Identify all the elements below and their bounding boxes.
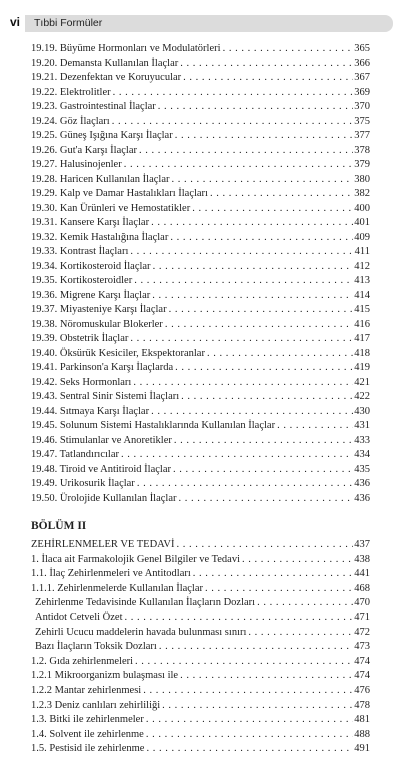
toc-entry-title: 19.42. Seks Hormonları bbox=[31, 376, 132, 388]
toc-entry-page: 416 bbox=[354, 318, 370, 330]
toc-entry-page: 380 bbox=[354, 173, 370, 185]
toc-entry bbox=[31, 448, 370, 463]
toc-entry-page: 365 bbox=[354, 43, 370, 54]
dot-leader bbox=[193, 567, 353, 582]
toc-entry bbox=[31, 158, 370, 173]
toc-entry-title: ZEHİRLENMELER VE TEDAVİ bbox=[31, 539, 175, 550]
toc-entry-page: 435 bbox=[354, 463, 370, 475]
toc-entry-title: 19.39. Obstetrik İlaçlar bbox=[31, 333, 129, 344]
toc-entry-title: 19.37. Miyasteniye Karşı İlaçlar bbox=[31, 304, 167, 315]
toc-entry-title: 19.32. Kemik Hastalığına İlaçlar bbox=[31, 231, 169, 243]
dot-leader bbox=[180, 669, 353, 684]
toc-entry-title: 1.5. Pestisid ile zehirlenme bbox=[31, 743, 145, 755]
toc-entry bbox=[31, 42, 370, 57]
dot-leader bbox=[207, 347, 353, 362]
dot-leader bbox=[248, 626, 353, 641]
toc-entry-page: 370 bbox=[354, 101, 370, 112]
toc-entry-page: 417 bbox=[354, 333, 370, 344]
toc-entry-page: 436 bbox=[354, 492, 370, 504]
dot-leader bbox=[151, 405, 353, 420]
dot-leader bbox=[134, 274, 353, 289]
toc-entry-title: 1.3. Bitki ile zehirlenmeler bbox=[31, 714, 144, 726]
toc-entry-title: 1.2.2 Mantar zehirlenmesi bbox=[31, 684, 142, 696]
toc-entry bbox=[31, 173, 370, 188]
toc-entry bbox=[31, 347, 370, 362]
toc-entry-page: 488 bbox=[354, 728, 370, 740]
toc-entry-page: 471 bbox=[354, 611, 370, 623]
toc-entry-title: 1.1. İlaç Zehirlenmeleri ve Antitodları bbox=[31, 568, 191, 580]
toc-entry bbox=[31, 332, 370, 347]
toc-entry bbox=[31, 303, 370, 318]
dot-leader bbox=[130, 245, 353, 260]
toc-entry-title: 19.20. Demansta Kullanılan İlaçlar bbox=[31, 57, 179, 69]
toc-entry bbox=[31, 202, 370, 217]
dot-leader bbox=[113, 86, 354, 101]
toc-entry-page: 476 bbox=[354, 684, 370, 696]
toc-list-part2 bbox=[31, 538, 370, 757]
dot-leader bbox=[130, 332, 353, 347]
toc-entry-title: 19.38. Nöromuskular Blokerler bbox=[31, 318, 163, 330]
toc-entry-title: 19.33. Kontrast İlaçları bbox=[31, 246, 129, 257]
toc-entry bbox=[31, 434, 370, 449]
toc-list-part1 bbox=[31, 42, 370, 506]
toc-entry-title: Zehirli Ucucu maddelerin havada bulunması sınırı bbox=[35, 626, 247, 638]
dot-leader bbox=[257, 596, 353, 611]
toc-entry-title: 19.46. Stimulanlar ve Anoretikler bbox=[31, 434, 172, 446]
toc-entry-page: 377 bbox=[354, 130, 370, 141]
toc-entry-page: 468 bbox=[354, 582, 370, 594]
toc-entry-page: 379 bbox=[354, 159, 370, 170]
dot-leader bbox=[173, 463, 353, 478]
toc-entry-title: 1.2. Gıda zehirlenmeleri bbox=[31, 655, 134, 667]
toc-entry-page: 434 bbox=[354, 449, 370, 460]
dot-leader bbox=[146, 713, 353, 728]
page-number: vi bbox=[10, 15, 21, 29]
toc-entry-page: 470 bbox=[354, 597, 370, 609]
toc-entry bbox=[31, 405, 370, 420]
toc-entry-title: 19.41. Parkinson'a Karşı İlaçlarda bbox=[31, 362, 174, 373]
toc-entry-title: 19.31. Kansere Karşı İlaçlar bbox=[31, 217, 150, 228]
toc-entry-title: 19.19. Büyüme Hormonları ve Modulatörleri bbox=[31, 43, 221, 54]
dot-leader bbox=[162, 699, 353, 714]
toc-entry-page: 413 bbox=[354, 275, 370, 286]
dot-leader bbox=[171, 173, 353, 188]
toc-entry-page: 431 bbox=[354, 420, 370, 431]
toc-entry-title: 19.24. Göz İlaçları bbox=[31, 115, 110, 127]
toc-entry-page: 474 bbox=[354, 655, 370, 667]
toc-entry bbox=[31, 492, 370, 507]
toc-entry-title: 19.36. Migrene Karşı İlaçlar bbox=[31, 289, 151, 301]
toc-entry bbox=[31, 100, 370, 115]
toc-entry-page: 473 bbox=[354, 641, 370, 653]
toc-entry-title: 19.30. Kan Ürünleri ve Hemostatikler bbox=[31, 202, 191, 214]
toc-entry bbox=[31, 640, 370, 655]
toc-entry-title: 19.22. Elektrolitler bbox=[31, 86, 111, 98]
toc-entry bbox=[31, 626, 370, 641]
toc-entry-page: 430 bbox=[354, 405, 370, 417]
toc-entry bbox=[31, 245, 370, 260]
dot-leader bbox=[175, 361, 353, 376]
dot-leader bbox=[143, 684, 353, 699]
toc-entry-title: 1.2.1 Mikroorganizm bulaşması ile bbox=[31, 670, 179, 682]
toc-entry-page: 421 bbox=[354, 376, 370, 388]
toc-entry-title: 19.50. Ürolojide Kullanılan İlaçlar bbox=[31, 492, 177, 504]
book-title: Tıbbi Formüler bbox=[34, 17, 103, 29]
toc-entry-title: 19.49. Urikosurik İlaçlar bbox=[31, 478, 135, 489]
toc-entry bbox=[31, 318, 370, 333]
dot-leader bbox=[192, 202, 353, 217]
toc-entry-title: Bazı İlaçların Toksik Dozları bbox=[35, 641, 157, 653]
toc-entry-title: Zehirlenme Tedavisinde Kullanılan İlaçların Dozları bbox=[35, 597, 256, 609]
dot-leader bbox=[135, 655, 353, 670]
toc-entry-title: 19.25. Güneş Işığına Karşı İlaçlar bbox=[31, 130, 173, 141]
dot-leader bbox=[180, 57, 353, 72]
toc-entry-page: 481 bbox=[354, 714, 370, 726]
toc-entry bbox=[31, 742, 370, 757]
toc-entry-page: 472 bbox=[354, 626, 370, 638]
toc-entry-page: 409 bbox=[354, 231, 370, 243]
toc-entry bbox=[31, 187, 370, 202]
toc-entry bbox=[31, 361, 370, 376]
toc-entry bbox=[31, 216, 370, 231]
toc-entry-title: 1.1.1. Zehirlenmelerde Kullanılan İlaçlar bbox=[31, 582, 204, 594]
toc-entry bbox=[31, 728, 370, 743]
dot-leader bbox=[158, 100, 353, 115]
toc-entry-page: 400 bbox=[354, 202, 370, 214]
toc-entry bbox=[31, 260, 370, 275]
toc-entry-title: 19.48. Tiroid ve Antitiroid İlaçlar bbox=[31, 463, 171, 475]
toc-entry-page: 415 bbox=[354, 304, 370, 315]
toc-entry-title: 1. İlaca ait Farmakolojik Genel Bilgiler ve Tedavi bbox=[31, 553, 241, 565]
dot-leader bbox=[159, 640, 353, 655]
toc-entry-title: 19.43. Sentral Sinir Sistemi İlaçları bbox=[31, 391, 180, 402]
toc-entry-title: 19.29. Kalp ve Damar Hastalıkları İlaçları bbox=[31, 188, 208, 199]
toc-entry-title: 19.35. Kortikosteroidler bbox=[31, 275, 133, 286]
toc-entry-title: 19.26. Gut'a Karşı İlaçlar bbox=[31, 144, 137, 156]
toc-entry bbox=[31, 71, 370, 86]
dot-leader bbox=[177, 538, 354, 553]
toc-entry-title: 19.27. Halusinojenler bbox=[31, 159, 122, 170]
toc-entry-page: 382 bbox=[354, 188, 370, 199]
toc-entry bbox=[31, 713, 370, 728]
dot-leader bbox=[181, 390, 353, 405]
toc-entry-page: 422 bbox=[354, 391, 370, 402]
dot-leader bbox=[133, 376, 353, 391]
toc-entry-title: 19.28. Haricen Kullanılan İlaçlar bbox=[31, 173, 170, 185]
toc-entry bbox=[31, 86, 370, 101]
toc-entry-page: 369 bbox=[354, 86, 370, 98]
dot-leader bbox=[170, 231, 353, 246]
toc-entry bbox=[31, 57, 370, 72]
dot-leader bbox=[151, 216, 353, 231]
dot-leader bbox=[205, 582, 353, 597]
dot-leader bbox=[153, 260, 354, 275]
toc-entry bbox=[31, 463, 370, 478]
toc-entry bbox=[31, 376, 370, 391]
toc-entry-page: 411 bbox=[354, 246, 370, 257]
toc-entry bbox=[31, 655, 370, 670]
toc-entry-page: 401 bbox=[354, 217, 370, 228]
toc-entry-page: 378 bbox=[354, 144, 370, 156]
dot-leader bbox=[175, 129, 354, 144]
toc-entry-title: 19.47. Tatlandırıcılar bbox=[31, 449, 120, 460]
toc-entry-page: 414 bbox=[354, 289, 370, 301]
toc-entry bbox=[31, 553, 370, 568]
toc-entry-page: 478 bbox=[354, 699, 370, 711]
toc-entry-page: 436 bbox=[354, 478, 370, 489]
dot-leader bbox=[169, 303, 354, 318]
toc-entry-title: Antidot Cetveli Özet bbox=[35, 611, 123, 623]
dot-leader bbox=[179, 492, 354, 507]
toc-entry-page: 412 bbox=[354, 260, 370, 272]
toc-entry bbox=[31, 477, 370, 492]
toc-entry bbox=[31, 669, 370, 684]
toc-entry bbox=[31, 419, 370, 434]
toc-entry-title: 19.34. Kortikosteroid İlaçlar bbox=[31, 260, 151, 272]
dot-leader bbox=[183, 71, 353, 86]
toc-entry bbox=[31, 684, 370, 699]
toc-entry-page: 418 bbox=[354, 347, 370, 359]
toc-entry-page: 438 bbox=[354, 553, 370, 565]
dot-leader bbox=[165, 318, 353, 333]
dot-leader bbox=[210, 187, 353, 202]
toc-entry-title: 19.40. Öksürük Kesiciler, Ekspektoranlar bbox=[31, 347, 205, 359]
toc-entry-title: 19.23. Gastrointestinal İlaçlar bbox=[31, 101, 156, 112]
section-heading: BÖLÜM II bbox=[31, 520, 87, 532]
toc-entry bbox=[31, 596, 370, 611]
toc-entry bbox=[31, 129, 370, 144]
dot-leader bbox=[124, 158, 354, 173]
toc-entry-page: 366 bbox=[354, 57, 370, 69]
toc-entry bbox=[31, 231, 370, 246]
toc-entry-title: 19.44. Sıtmaya Karşı İlaçlar bbox=[31, 405, 150, 417]
toc-entry-page: 419 bbox=[354, 362, 370, 373]
toc-entry bbox=[31, 289, 370, 304]
dot-leader bbox=[124, 611, 353, 626]
toc-entry-page: 433 bbox=[354, 434, 370, 446]
toc-entry bbox=[31, 582, 370, 597]
dot-leader bbox=[223, 42, 354, 57]
dot-leader bbox=[137, 477, 353, 492]
toc-entry bbox=[31, 538, 370, 553]
toc-entry-page: 367 bbox=[354, 72, 370, 83]
toc-entry-page: 491 bbox=[354, 743, 370, 755]
toc-entry bbox=[31, 390, 370, 405]
toc-entry bbox=[31, 699, 370, 714]
dot-leader bbox=[139, 144, 353, 159]
page-header bbox=[0, 12, 402, 34]
toc-entry-page: 474 bbox=[354, 670, 370, 682]
dot-leader bbox=[174, 434, 353, 449]
dot-leader bbox=[121, 448, 353, 463]
toc-entry bbox=[31, 611, 370, 626]
toc-entry bbox=[31, 115, 370, 130]
toc-entry bbox=[31, 274, 370, 289]
toc-entry-title: 19.45. Solunum Sistemi Hastalıklarında Kullanılan İlaçlar bbox=[31, 420, 276, 431]
dot-leader bbox=[242, 553, 353, 568]
toc-entry-page: 375 bbox=[354, 115, 370, 127]
toc-entry-page: 437 bbox=[354, 539, 370, 550]
dot-leader bbox=[152, 289, 353, 304]
dot-leader bbox=[112, 115, 354, 130]
toc-entry bbox=[31, 567, 370, 582]
toc-entry-page: 441 bbox=[354, 568, 370, 580]
toc-entry-title: 1.4. Solvent ile zehirlenme bbox=[31, 728, 144, 740]
dot-leader bbox=[277, 419, 353, 434]
toc-entry-title: 19.21. Dezenfektan ve Koruyucular bbox=[31, 72, 182, 83]
dot-leader bbox=[146, 742, 353, 757]
dot-leader bbox=[146, 728, 353, 743]
toc-entry bbox=[31, 144, 370, 159]
toc-entry-title: 1.2.3 Deniz canlıları zehirliliği bbox=[31, 699, 161, 711]
